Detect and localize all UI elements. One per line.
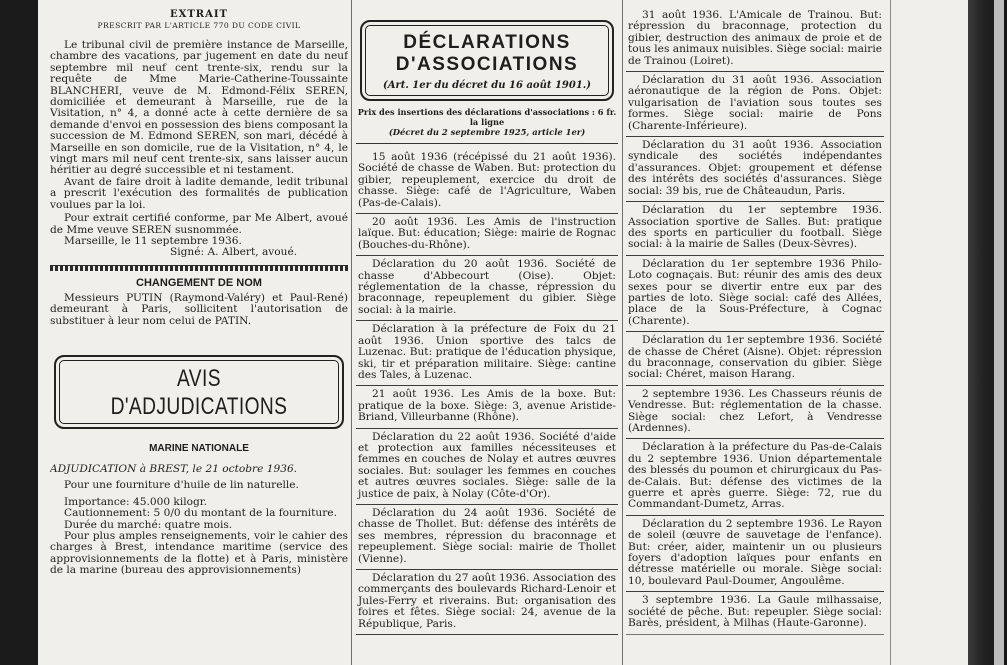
list-item: Déclaration du 2 septembre 1936. Le Rayon de soleil (œuvre de sauvetage de l'enfance). But: créer, aider, maintenir un ou plusieurs foyers d'adoption laïques pour enfants en détresse matérielle ou morale. Siège social: 10, boulevard Paul-Doumer, Angoulême. xyxy=(626,516,884,592)
newspaper-page xyxy=(38,0,968,665)
avis-title: AVIS D'ADJUDICATIONS xyxy=(110,364,288,420)
extrait-paragraph-2: Avant de faire droit à ladite demande, ledit tribunal a prescrit l'exécution des formalités de publication voulues par la loi. xyxy=(50,175,348,211)
renseignements: Pour plus amples renseignements, voir le cahier des charges à Brest, intendance maritime (service des approvisionnements de la flotte) et à Paris, ministère de la marine (bureau des approvisionnements) xyxy=(50,529,348,577)
avis-adjudications-box xyxy=(54,355,344,429)
list-item: Déclaration du 1er septembre 1936. Société de chasse de Chéret (Aisne). Objet: répression du braconnage, conservation du gibier. Siège social: Chéret, maison Harang. xyxy=(626,332,884,386)
list-item: Déclaration à la préfecture de Foix du 21 août 1936. Union sportive des talcs de Luzenac. But: pratique de l'éducation physique, ski, tir et préparation militaire. Siège: cantine des Tales, à Luzenac. xyxy=(356,321,618,386)
column-divider xyxy=(622,0,623,665)
list-item: Déclaration du 1er septembre 1936 Philo-Loto cognaçais. But: réunir des amis des deux sexes pour se divertir entre eux par des parties de loto. Siège social: café des Allées, place de la Sous-Préfecture, à Cognac (Charente). xyxy=(626,256,884,332)
duree: Durée du marché: quatre mois. xyxy=(64,518,233,531)
list-item: 20 août 1936. Les Amis de l'instruction laïque. But: éducation; Siège: mairie de Rognac (Bouches-du-Rhône). xyxy=(356,214,618,256)
changement-title: CHANGEMENT DE NOM xyxy=(136,276,262,289)
declarations-title-2: D'ASSOCIATIONS xyxy=(395,54,579,75)
list-item: 21 août 1936. Les Amis de la boxe. But: pratique de la boxe. Siège: 3, avenue Aristide-Briand, Villeurbanne (Rhône). xyxy=(356,386,618,428)
changement-text: Messieurs PUTIN (Raymond-Valéry) et Paul-René) demeurant à Paris, sollicitent l'autorisation de substituer à leur nom celui de PATIN. xyxy=(50,291,348,327)
list-item: Déclaration du 27 août 1936. Association des commerçants des boulevards Richard-Lenoir et Jules-Ferry et riverains. But: organisation des foires et fêtes. Siège social: 24, avenue de la République, Paris. xyxy=(356,570,618,635)
page-edge-rule xyxy=(890,0,891,665)
column-3 xyxy=(626,0,884,665)
extrait-paragraph-3: Pour extrait certifié conforme, par Me Albert, avoué de Mme veuve SEREN susnommée. xyxy=(50,212,348,236)
column-2 xyxy=(356,0,618,665)
list-item: Déclaration du 31 août 1936. Association syndicale des sociétés indépendantes d'assurances. Objet: groupement et défense des intérêts des sociétés d'assurances. Siège social: 39 bis, rue de Châteaudun, Paris. xyxy=(626,137,884,202)
extrait-subtitle: PRESCRIT PAR L'ARTICLE 770 DU CODE CIVIL xyxy=(97,21,301,30)
declarations-article: (Art. 1er du décret du 16 août 1901.) xyxy=(382,80,592,91)
extrait-place-date: Marseille, le 11 septembre 1936. xyxy=(64,234,242,247)
declarations-box xyxy=(360,20,614,101)
cautionnement: Cautionnement: 5 0/0 du montant de la fourniture. xyxy=(64,507,337,520)
list-item: Déclaration du 1er septembre 1936. Association sportive de Salles. But: pratique des sports en particulier du football. Siège social: à la mairie de Salles (Deux-Sèvres). xyxy=(626,202,884,256)
list-item: 31 août 1936. L'Amicale de Trainou. But: répression du braconnage, protection du gibier, destruction des animaux de proie et de tous les animaux nuisibles. Siège social: mairie de Trainou (Loiret). xyxy=(626,0,884,72)
extrait-signature: Signé: A. Albert, avoué. xyxy=(170,246,298,259)
separator xyxy=(50,265,348,271)
list-item: Déclaration du 20 août 1936. Société de chasse d'Abbecourt (Oise). Objet: réglementation de la chasse, répression du braconnage, repeuplement du gibier. Siège social: à la mairie. xyxy=(356,256,618,321)
marine-title: MARINE NATIONALE xyxy=(149,442,249,454)
list-item: 15 août 1936 (récépissé du 21 août 1936). Société de chasse de Waben. But: protection du gibier, repeuplement, exercice du droit de chasse. Siège: café de l'Agriculture, Waben (Pas-de-Calais). xyxy=(356,149,618,214)
prix-insertions: Prix des insertions des déclarations d'associations : 6 fr. la ligne xyxy=(357,107,617,127)
list-item: Déclaration du 22 août 1936. Société d'aide et protection aux familles nécessiteuses et femmes en couches de Nolay et autres œuvres sociales. But: soulager les femmes en couches et autres œuvres sociales. Siège: salle de la justice de paix, à Nolay (Côte-d'Or). xyxy=(356,429,618,505)
scrollbar[interactable] xyxy=(994,0,1004,665)
decret-line: (Décret du 2 septembre 1925, article 1er) xyxy=(388,127,586,137)
list-item: 3 septembre 1936. La Gaule milhassaise, société de pêche. But: repeupler. Siège social: Barès, président, à Milhas (Haute-Garonne). xyxy=(626,592,884,634)
list-item: Déclaration du 31 août 1936. Association aéronautique de la région de Pons. Objet: vulgarisation de l'aviation sous toutes ses formes. Siège social: mairie de Pons (Charente-Inférieure). xyxy=(626,72,884,137)
extrait-paragraph-1: Le tribunal civil de première instance de Marseille, chambre des vacations, par jugement en date du neuf septembre mil neuf cent trente-six, rendu sur la requête de Mme Marie-Catherine-Toussainte BLANCHERI, veuve de M. Edmond-Félix SEREN, domiciliée et demeurant à Marseille, rue de la Visitation, n° 4, a donné acte à cette dernière de sa demande d'envoi en possession des biens composant la succession de M. Edmond SEREN, son mari, décédé à Marseille en son domicile, rue de la Visitation, n° 4, le vingt mars mil neuf cent trente-six, sans laisser aucun héritier au degré successible et ni testament. xyxy=(50,39,348,177)
separator xyxy=(356,143,618,144)
column-1 xyxy=(50,0,348,665)
declarations-title-1: DÉCLARATIONS xyxy=(403,32,571,53)
scan-right-edge xyxy=(968,0,1007,665)
extrait-title: EXTRAIT xyxy=(169,9,228,20)
adjudication-line: ADJUDICATION à BREST, le 21 octobre 1936. xyxy=(50,462,298,475)
list-item: Déclaration du 24 août 1936. Société de chasse de Thollet. But: défense des intérêts de ses membres, répression du braconnage et repeuplement. Siège social: mairie de Thollet (Vienne). xyxy=(356,505,618,570)
list-item: Déclaration à la préfecture du Pas-de-Calais du 2 septembre 1936. Union départementale des blessés du poumon et chirurgicaux du Pas-de-Calais. But: défense des victimes de la guerre et après guerre. Siège: 72, rue du Commandant-Dumetz, Arras. xyxy=(626,439,884,515)
fourniture: Pour une fourniture d'huile de lin naturelle. xyxy=(64,479,299,492)
importance: Importance: 45.000 kilogr. xyxy=(64,495,208,508)
column-divider xyxy=(351,0,352,665)
list-item: 2 septembre 1936. Les Chasseurs réunis de Vendresse. But: réglementation de la chasse. Siège social: chez Lefort, à Vendresse (Ardennes). xyxy=(626,386,884,440)
